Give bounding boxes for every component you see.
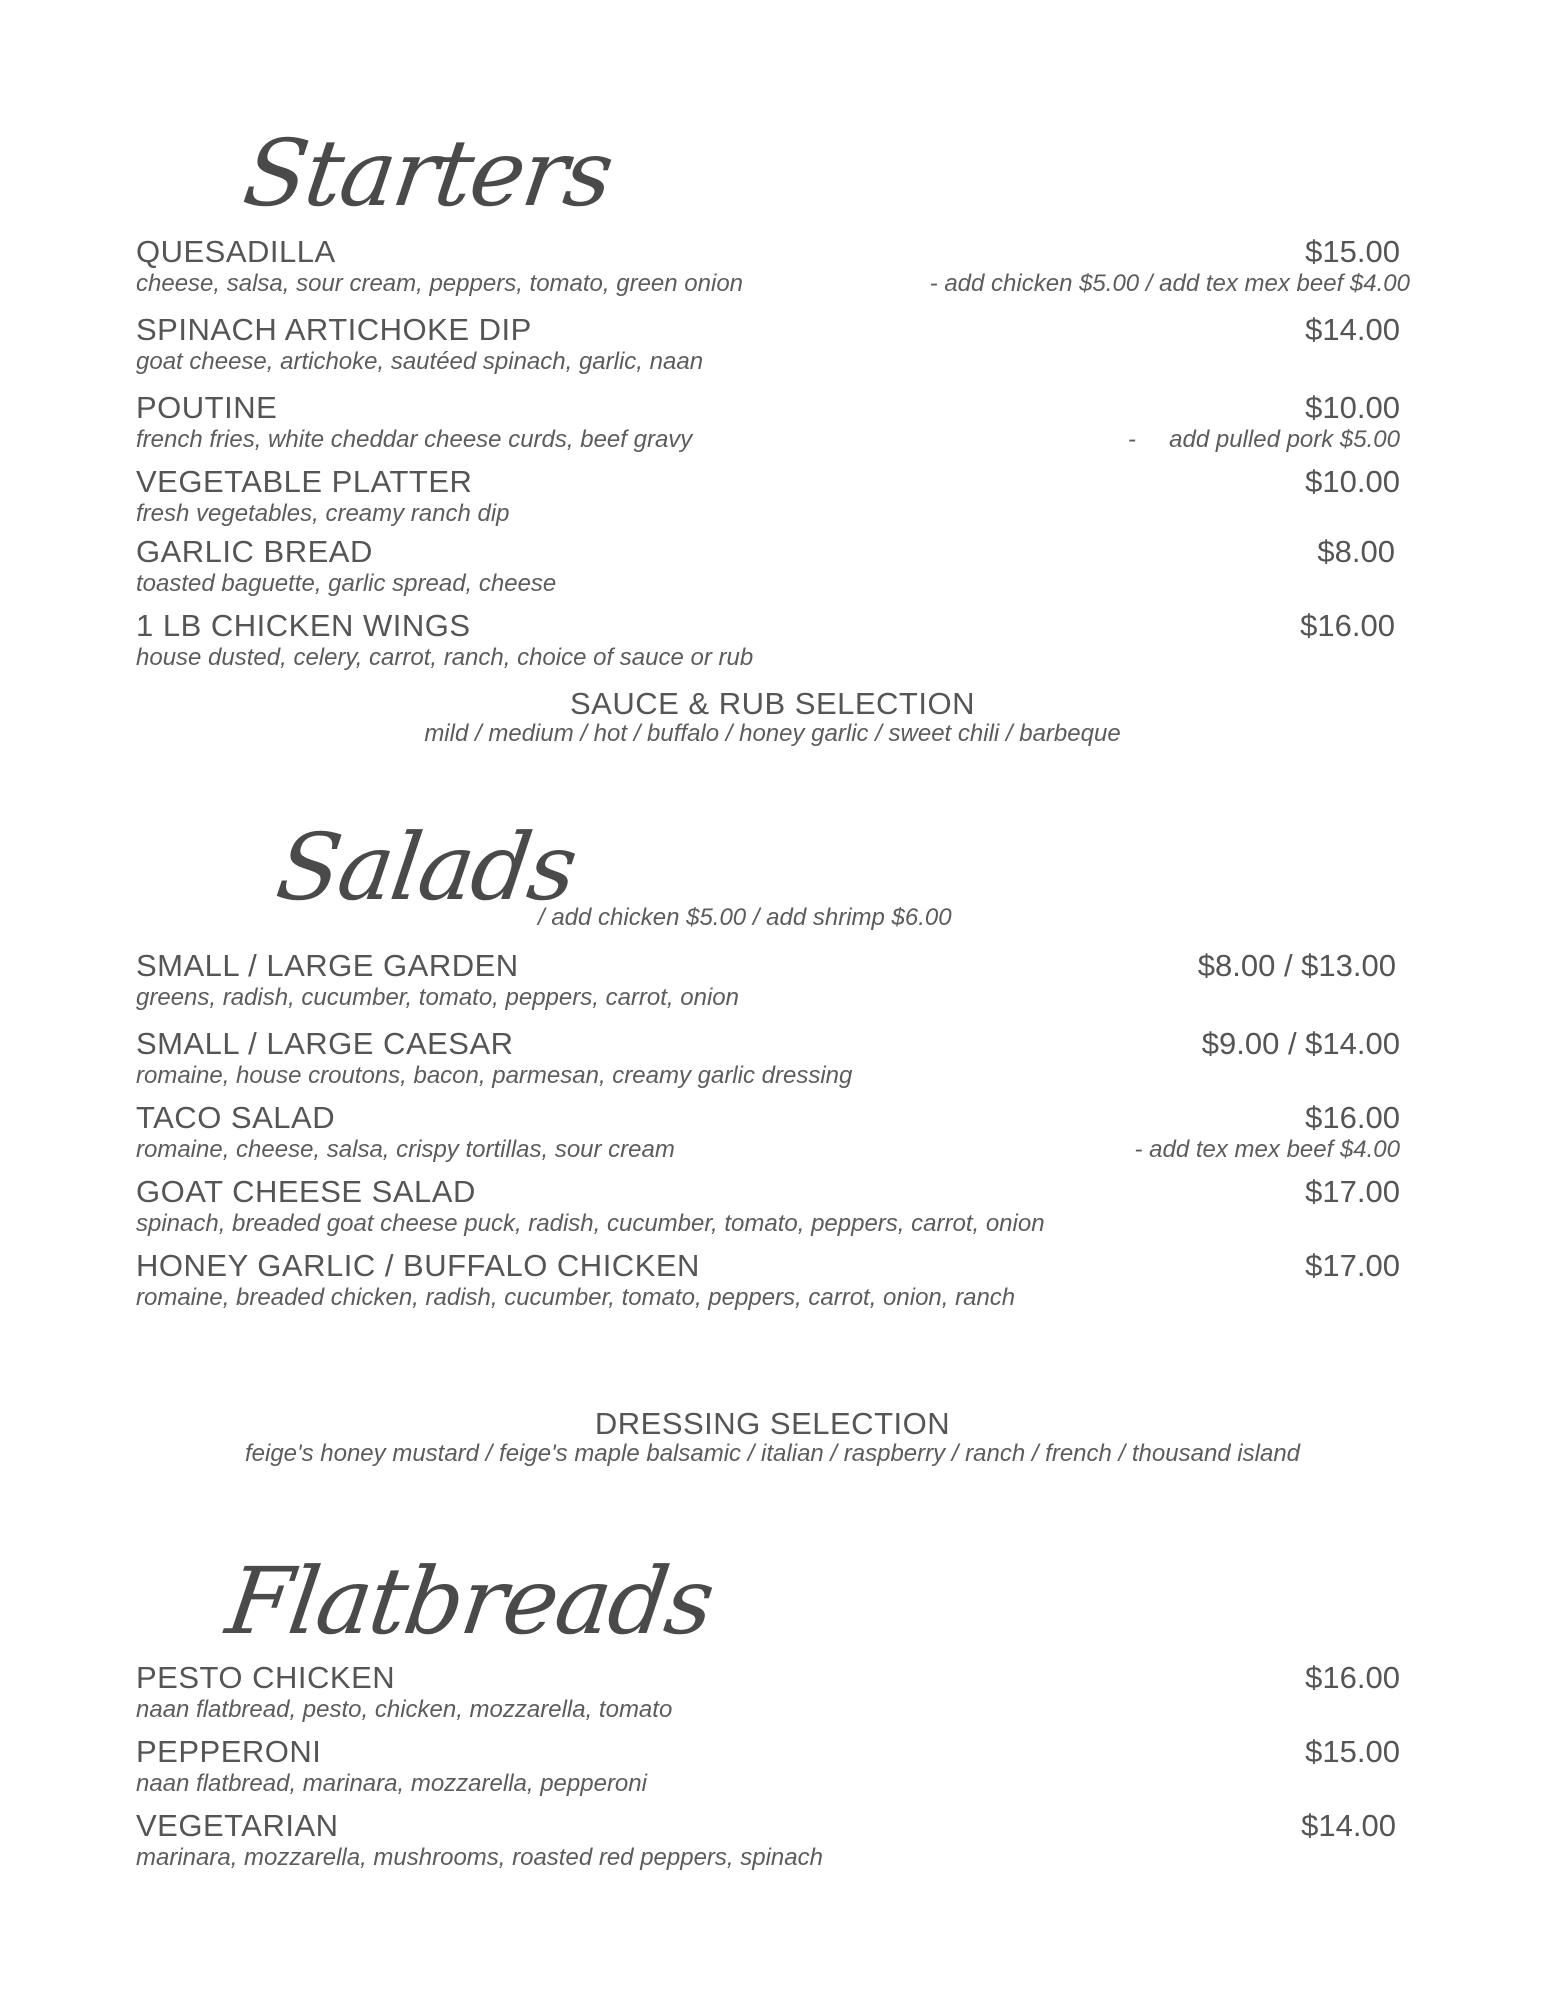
item-name: PESTO CHICKEN xyxy=(136,1660,396,1695)
item-price: $14.00 xyxy=(1305,312,1400,347)
item-name: GOAT CHEESE SALAD xyxy=(136,1174,476,1209)
salads-addon-note: / add chicken $5.00 / add shrimp $6.00 xyxy=(538,904,952,931)
item-name: VEGETARIAN xyxy=(136,1808,339,1843)
item-price: $9.00 / $14.00 xyxy=(1201,1026,1400,1061)
item-price: $10.00 xyxy=(1305,464,1400,499)
item-description: goat cheese, artichoke, sautéed spinach, garlic, naan xyxy=(136,348,704,375)
item-name: GARLIC BREAD xyxy=(136,534,373,569)
item-price: $15.00 xyxy=(1305,234,1400,269)
item-description: romaine, breaded chicken, radish, cucumber, tomato, peppers, carrot, onion, ranch xyxy=(136,1284,1016,1311)
item-description: naan flatbread, marinara, mozzarella, pepperoni xyxy=(136,1770,647,1797)
item-description: spinach, breaded goat cheese puck, radish, cucumber, tomato, peppers, carrot, onion xyxy=(136,1210,1045,1237)
item-description: fresh vegetables, creamy ranch dip xyxy=(136,500,510,527)
flatbreads-heading: Flatbreads xyxy=(220,1548,719,1655)
item-price: $16.00 xyxy=(1300,608,1395,643)
salads-heading: Salads xyxy=(270,814,582,921)
item-name: HONEY GARLIC / BUFFALO CHICKEN xyxy=(136,1248,700,1283)
item-addon: - add chicken $5.00 / add tex mex beef $4.00 xyxy=(929,270,1410,297)
item-name: VEGETABLE PLATTER xyxy=(136,464,473,499)
item-price: $16.00 xyxy=(1305,1660,1400,1695)
item-price: $15.00 xyxy=(1305,1734,1400,1769)
item-description: french fries, white cheddar cheese curds, beef gravy xyxy=(136,426,693,453)
item-description: cheese, salsa, sour cream, peppers, tomato, green onion xyxy=(136,270,744,297)
item-addon: - add tex mex beef $4.00 xyxy=(1134,1136,1400,1163)
item-name: POUTINE xyxy=(136,390,278,425)
item-description: marinara, mozzarella, mushrooms, roasted red peppers, spinach xyxy=(136,1844,823,1871)
item-price: $8.00 xyxy=(1317,534,1395,569)
item-name: QUESADILLA xyxy=(136,234,336,269)
dressing-selection-title: DRESSING SELECTION xyxy=(594,1406,951,1441)
item-name: 1 LB CHICKEN WINGS xyxy=(136,608,471,643)
item-price: $10.00 xyxy=(1305,390,1400,425)
item-description: house dusted, celery, carrot, ranch, choice of sauce or rub xyxy=(136,644,754,671)
sauce-selection-list: mild / medium / hot / buffalo / honey garlic / sweet chili / barbeque xyxy=(424,720,1121,747)
item-price: $16.00 xyxy=(1305,1100,1400,1135)
starters-heading: Starters xyxy=(237,120,619,227)
item-description: toasted baguette, garlic spread, cheese xyxy=(136,570,557,597)
item-price: $8.00 / $13.00 xyxy=(1197,948,1396,983)
item-name: SMALL / LARGE CAESAR xyxy=(136,1026,514,1061)
item-name: SMALL / LARGE GARDEN xyxy=(136,948,519,983)
dressing-selection-list: feige's honey mustard / feige's maple balsamic / italian / raspberry / ranch / french / thousand island xyxy=(244,1440,1301,1467)
item-name: SPINACH ARTICHOKE DIP xyxy=(136,312,532,347)
item-price: $14.00 xyxy=(1301,1808,1396,1843)
item-description: greens, radish, cucumber, tomato, peppers, carrot, onion xyxy=(136,984,739,1011)
item-price: $17.00 xyxy=(1305,1248,1400,1283)
item-description: romaine, cheese, salsa, crispy tortillas, sour cream xyxy=(136,1136,675,1163)
item-price: $17.00 xyxy=(1305,1174,1400,1209)
item-description: naan flatbread, pesto, chicken, mozzarella, tomato xyxy=(136,1696,673,1723)
item-name: PEPPERONI xyxy=(136,1734,322,1769)
item-name: TACO SALAD xyxy=(136,1100,336,1135)
sauce-selection-title: SAUCE & RUB SELECTION xyxy=(570,686,975,721)
item-addon: - add pulled pork $5.00 xyxy=(1127,426,1400,453)
item-description: romaine, house croutons, bacon, parmesan, creamy garlic dressing xyxy=(136,1062,853,1089)
